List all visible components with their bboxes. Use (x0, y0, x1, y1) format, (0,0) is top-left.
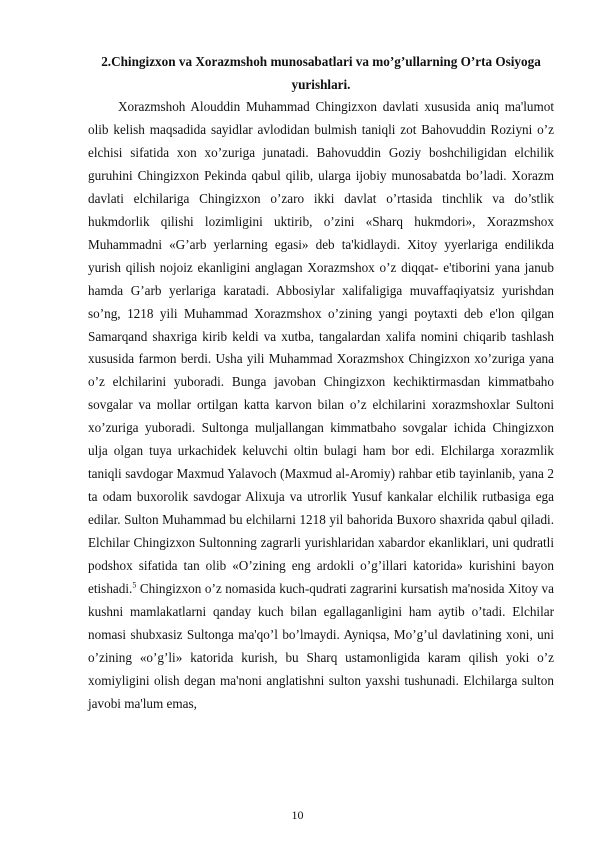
section-heading (88, 50, 554, 96)
paragraph-text-part-2: Chingizxon o’z nomasida kuch-qudrati zagrarini kursatish ma'nosida Xitoy va kushni mamlakatlarni qanday kuch bilan egallaganligini ham aytib o’tadi. Elchilar nomasi shubxasiz Sultonga ma'qo’l bo’lmaydi. Ayniqsa, Mo’g’ul davlatining xoni, uni o’zining «o’g’li» katorida kurish, bu Sharq ustamonligida karam qilish yoki o’z xomiyligini olish degan ma'noni anglatishni sulton yaxshi tushunadi. Elchilarga sulton javobi ma'lum emas, (88, 581, 554, 711)
body-paragraph (88, 96, 554, 716)
footnote-reference[interactable]: 5 (132, 580, 137, 590)
page-number: 10 (291, 808, 304, 822)
paragraph-text-part-1: Xorazmshoh Alouddin Muhammad Chingizxon davlati xususida aniq ma'lumot olib kelish maqsadida sayidlar avlodidan bulmish taniqli zot Bahovuddin Roziyni o’z elchisi sifatida xon xo’zuriga junatadi. Bahovuddin Goziy boshchiligidan elchilik guruhini Chingizxon Pekinda qabul qilib, ularga ijobiy munosabatda bo’ladi. Xorazm davlati elchilariga Chingizxon o’zaro ikki davlat o’rtasida tinchlik va do’stlik hukmdorlik qilishi lozimligini uktirib, o’zini «Sharq hukmdori», Xorazmshox Muhammadni «G’arb yerlarning egasi» deb ta'kidlaydi. Xitoy yyerlariga endilikda yurish qilish nojoiz ekanligini anglagan Xorazmshox o’z diqqat- e'tiborini yana janub hamda G’arb yerlariga karatadi. Abbosiylar xalifaligiga muvaffaqiyatsiz yurishdan so’ng, 1218 yili Muhammad Xorazmshox o’zining yangi poytaxti deb e'lon qilgan Samarqand shaxriga kirib keldi va xutba, tangalardan xalifa nomini chiqarib tashlash xususida farmon berdi. Usha yili Muhammad Xorazmshox Chingizxon xo’zuriga yana o’z elchilarini yuboradi. Bunga javoban Chingizxon kechiktirmasdan kimmatbaho sovgalar va mollar ortilgan katta karvon bilan o’z elchilarini xorazmshoxlar Sultoni xo’zuriga yuboradi. Sultonga muljallangan kimmatbaho sovgalar ichida Chingizxon ulja olgan tuya urkachidek keluvchi oltin bulagi ham bor edi. Elchilarga xorazmlik taniqli savdogar Maxmud Yalavoch (Maxmud al-Aromiy) rahbar etib tayinlanib, yana 2 ta odam buxorolik savdogar Alixuja va utrorlik Yusuf kankalar elchilik rutbasiga ega edilar. Sulton Muhammad bu elchilarni 1218 yil bahorida Buxoro shaxrida qabul qiladi. Elchilar Chingizxon Sultonning zagrarli yurishlaridan xabardor ekanliklari, uni qudratli podshox sifatida tan olib «O’zining eng ardokli o’g’illari katorida» kurishini bayon etishadi. (88, 99, 554, 597)
document-page (88, 50, 554, 716)
heading-line-2: yurishlari. (291, 77, 351, 92)
heading-line-1: 2.Chingizxon va Xorazmshoh munosabatlari va mo’g’ullarning O’rta Osiyoga (101, 54, 541, 69)
